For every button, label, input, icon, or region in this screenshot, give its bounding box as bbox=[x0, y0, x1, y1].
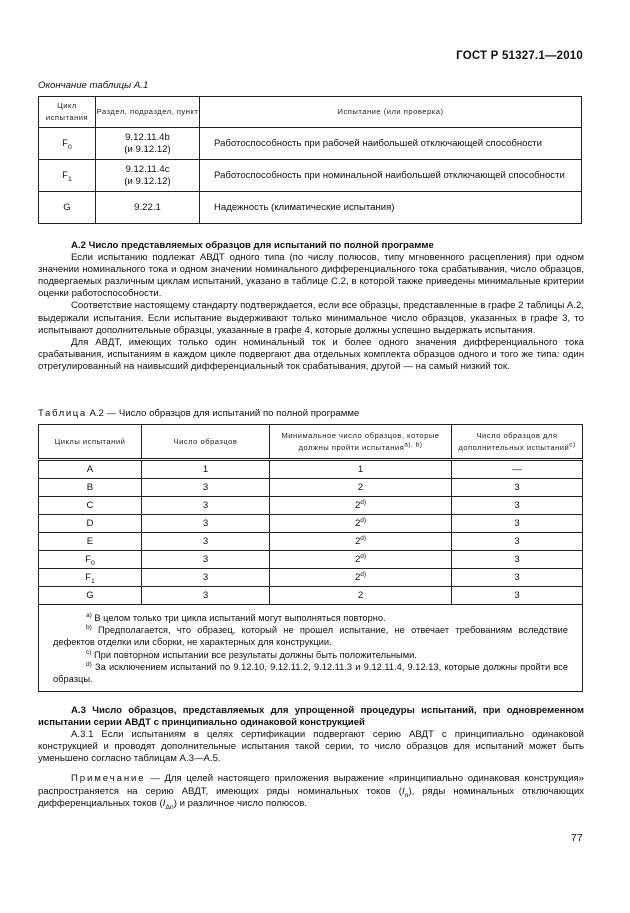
table2-min: 2 bbox=[270, 479, 452, 497]
section-a2-paragraph: Если испытанию подлежат АВДТ одного типа (по числу полюсов, типу мгновенного расцепления) при одном значении номинального тока и одном значении номинального дифференциального тока срабатывания, число образцов, подвергаемых различным циклам испытаний, указано в таблице С.2, в которой также приведены минимальные критерии оценки работоспособности. bbox=[38, 252, 584, 300]
table2-samples: 3 bbox=[142, 479, 270, 497]
footnote: $^{a)}$ В целом только три цикла испытаний могут выполняться повторно. bbox=[86, 611, 386, 623]
table2-cycle: D bbox=[39, 515, 142, 533]
table2-cycle: A bbox=[39, 460, 142, 479]
table1-header-test: Испытание (или проверка) bbox=[200, 97, 582, 128]
table1-section: 9.22.1 bbox=[96, 192, 200, 224]
table2-cycle: C bbox=[39, 497, 142, 515]
table2-footnotes bbox=[39, 605, 583, 692]
table2-extra: 3 bbox=[452, 479, 583, 497]
section-a3-paragraph: А.3.1 Если испытаниям в целях сертификации подвергают серию АВДТ с принципиально одинаковой конструкцией и проводят дополнительные испытания такой серии, то число образцов для испытаний может быть уменьшено согласно таблицам А.3—А.5. bbox=[38, 729, 584, 765]
table-a1 bbox=[38, 96, 582, 224]
table2-caption: Таблица А.2 — Число образцов для испытаний по полной программе bbox=[38, 408, 360, 419]
table-row bbox=[39, 160, 582, 192]
table2-extra: 3 bbox=[452, 587, 583, 605]
table1-header-section: Раздел, подраздел, пункт bbox=[96, 97, 200, 128]
table-row bbox=[39, 587, 583, 605]
table1-section: 9.12.11.4c (и 9.12.12) bbox=[96, 160, 200, 192]
table2-extra: 3 bbox=[452, 497, 583, 515]
section-a3-heading: А.3 Число образцов, представляемых для упрощенной процедуры испытаний, при одновременном испытании серии АВДТ с принципиально одинаковой конструкцией bbox=[38, 705, 584, 729]
table1-header-cycle: Цикл испытания bbox=[39, 97, 96, 128]
standard-header: ГОСТ Р 51327.1—2010 bbox=[456, 50, 583, 62]
table2-min: 1 bbox=[270, 460, 452, 479]
table2-cycle: $F_1$ bbox=[39, 569, 142, 587]
table1-cycle: $F_0$ bbox=[39, 128, 96, 160]
table-row bbox=[39, 497, 583, 515]
table2-header-samples: Число образцов bbox=[142, 425, 270, 460]
table1-test: Надежность (климатические испытания) bbox=[200, 192, 582, 224]
table-row bbox=[39, 569, 583, 587]
table2-min: 2$^{d)}$ bbox=[270, 569, 452, 587]
table2-samples: 3 bbox=[142, 551, 270, 569]
footnote: $^{c)}$ При повторном испытании все результаты должны быть положительными. bbox=[86, 648, 417, 660]
table1-cycle: G bbox=[39, 192, 96, 224]
table2-samples: 3 bbox=[142, 533, 270, 551]
table2-samples: 1 bbox=[142, 460, 270, 479]
table2-extra: 3 bbox=[452, 515, 583, 533]
table1-cycle: $F_1$ bbox=[39, 160, 96, 192]
table-row bbox=[39, 192, 582, 224]
table2-extra: 3 bbox=[452, 569, 583, 587]
section-a2-paragraph: Соответствие настоящему стандарту подтверждается, если все образцы, представленные в графе 2 таблицы А.2, выдержали испытания. Если испытание выдерживают только минимальное число образцов, указанных в графе 3, то испытывают дополнительные образцы, указанные в графе 4, которые должны успешно выдержать испытания. bbox=[38, 300, 584, 336]
section-a2-paragraph: Для АВДТ, имеющих только один номинальный ток и более одного значения дифференциального тока срабатывания, испытаниям в каждом цикле подвергают два отдельных комплекта образцов одного и того же типа: один отрегулированный на наивысший дифференциальный ток срабатывания, другой — на самый низкий ток. bbox=[38, 336, 584, 372]
section-a3 bbox=[38, 705, 584, 810]
table-row bbox=[39, 460, 583, 479]
table1-section: 9.12.11.4b (и 9.12.12) bbox=[96, 128, 200, 160]
table-row bbox=[39, 515, 583, 533]
table2-cycle: B bbox=[39, 479, 142, 497]
table2-header-extra: Число образцов для дополнительных испытаний$^{c)}$ bbox=[452, 425, 583, 460]
table-a2 bbox=[38, 424, 583, 692]
table2-min: 2$^{d)}$ bbox=[270, 497, 452, 515]
table2-min: 2$^{d)}$ bbox=[270, 515, 452, 533]
table2-min: 2 bbox=[270, 587, 452, 605]
table2-samples: 3 bbox=[142, 587, 270, 605]
table1-test: Работоспособность при номинальной наибольшей отключающей способности bbox=[200, 160, 582, 192]
table1-test: Работоспособность при рабочей наибольшей отключающей способности bbox=[200, 128, 582, 160]
table-row bbox=[39, 533, 583, 551]
footnote: $^{b)}$ Предполагается, что образец, который не прошел испытание, не отвечает требованиям вследствие дефектов отделки или сборки, не характерных для конструкции. bbox=[53, 624, 568, 648]
table2-samples: 3 bbox=[142, 569, 270, 587]
section-a3-note: Примечание — Для целей настоящего приложения выражение «принципиально одинаковая конструкция» распространяется на серию АВДТ, имеющих ряды номинальных токов $(I_n)$, ряды номинальных отключающих дифференциальных токов $(I_{\Delta n})$ и различное число полюсов. bbox=[38, 773, 584, 811]
table2-header-min: Минимальное число образцов, которые должны пройти испытания$^{a), b)}$ bbox=[270, 425, 452, 460]
table2-extra: — bbox=[452, 460, 583, 479]
table2-header-cycles: Циклы испытаний bbox=[39, 425, 142, 460]
table-row bbox=[39, 128, 582, 160]
table2-cycle: $F_0$ bbox=[39, 551, 142, 569]
section-a2 bbox=[38, 240, 584, 373]
table2-cycle: E bbox=[39, 533, 142, 551]
table2-samples: 3 bbox=[142, 497, 270, 515]
table-row bbox=[39, 551, 583, 569]
section-a2-heading: А.2 Число представляемых образцов для испытаний по полной программе bbox=[71, 240, 434, 251]
table2-min: 2$^{d)}$ bbox=[270, 533, 452, 551]
table2-extra: 3 bbox=[452, 551, 583, 569]
table2-min: 2$^{d)}$ bbox=[270, 551, 452, 569]
table2-extra: 3 bbox=[452, 533, 583, 551]
page-number: 77 bbox=[571, 832, 583, 844]
table2-samples: 3 bbox=[142, 515, 270, 533]
table2-cycle: G bbox=[39, 587, 142, 605]
table1-caption: Окончание таблицы А.1 bbox=[38, 80, 149, 91]
footnote: $^{d)}$ За исключением испытаний по 9.12.10, 9.12.11.2, 9.12.11.3 и 9.12.11.4, 9.12.13, которые должны пройти все образцы. bbox=[53, 660, 568, 685]
table-row bbox=[39, 479, 583, 497]
